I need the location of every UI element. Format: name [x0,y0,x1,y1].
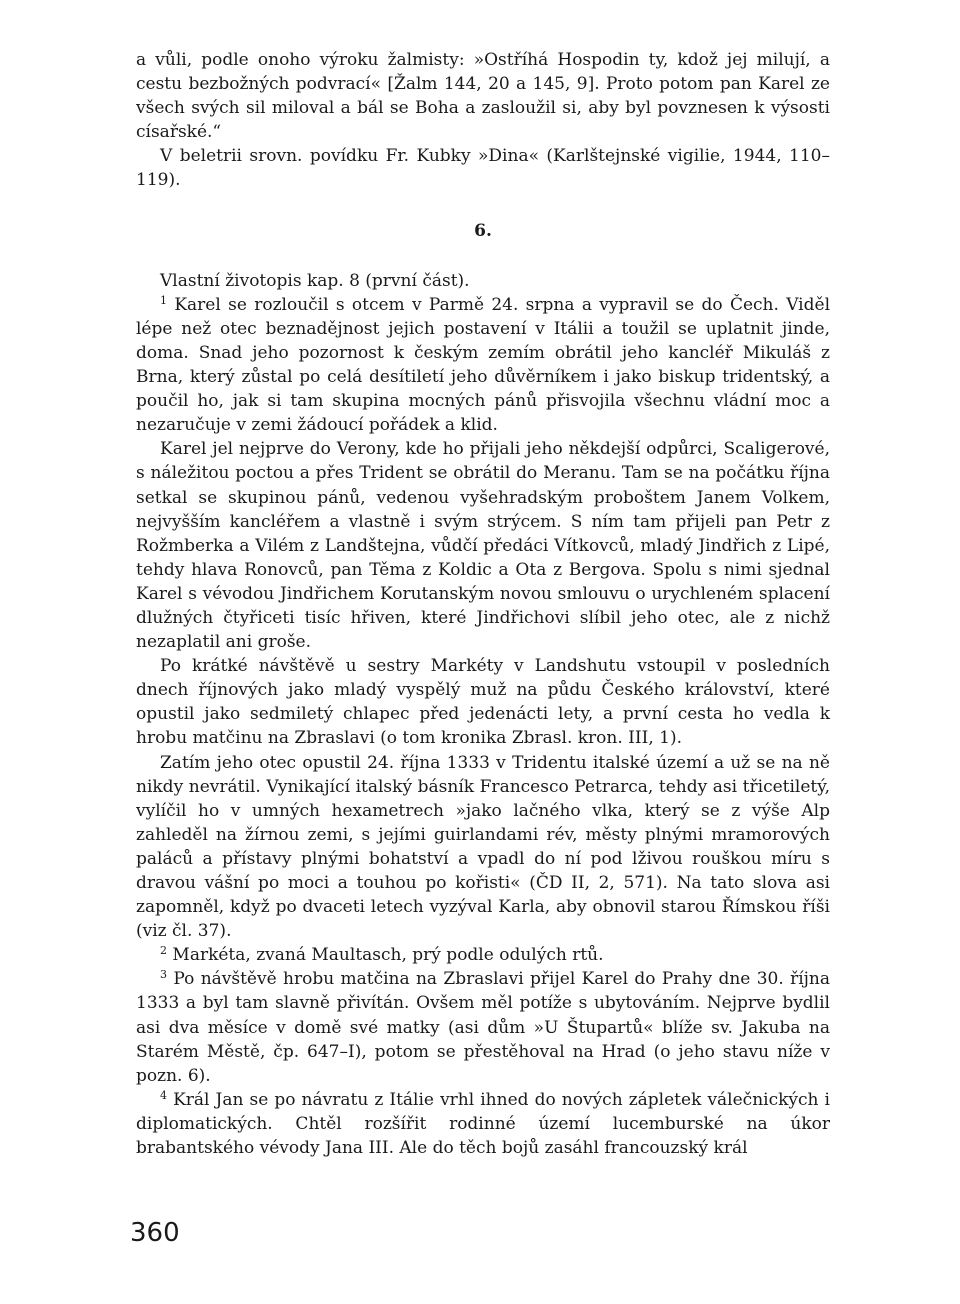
note-1-paragraph-2: Karel jel nejprve do Verony, kde ho přijali jeho někdejší odpůrci, Scaligerové, s náležitou poctou a přes Trident se obrátil do Meranu. Tam se na počátku října setkal se skupinou pánů, vedenou vyšehradským proboštem Janem Volkem, nejvyšším kancléřem a vlastně i svým strýcem. S ním tam přijeli pan Petr z Rožmberka a Vilém z Landštejna, vůdčí předáci Vítkovců, mladý Jindřich z Lipé, tehdy hlava Ronovců, pan Těma z Koldic a Ota z Bergova. Spolu s nimi sjednal Karel s vévodou Jindřichem Korutanským novou smlouvu o urychleném splacení dlužných čtyřiceti tisíc hřiven, které Jindřichovi slíbil jeho otec, ale z nichž nezaplatil ani groše. [136,439,830,653]
note-1-paragraph-4: Zatím jeho otec opustil 24. října 1333 v Tridentu italské území a už se na ně nikdy nevrátil. Vynikající italský básník Francesco Petrarca, tehdy asi třicetiletý, vylíčil ho v umných hexametrech »jako lačného vlka, který se z výše Alp zahleděl na žírnou zemi, s jejími guirlandami rév, městy plnými mramorových paláců a přístavy plnými bohatství a vpadl do ní pod lživou rouškou míru s dravou vášní po moci a touhou po kořisti« (ČD II, 2, 571). Na tato slova asi zapomněl, když po dvaceti letech vyzýval Karla, aby obnovil starou Římskou říši (viz čl. 37). [136,752,830,942]
note-marker: 3 [160,968,167,982]
note-1-paragraph-1 [136,293,830,438]
note-1-paragraph-3: Po krátké návštěvě u sestry Markéty v Landshutu vstoupil v posledních dnech říjnových jako mladý vyspělý muž na půdu Českého království, které opustil jako sedmiletý chlapec před jedenácti lety, a první cesta ho vedla k hrobu matčinu na Zbraslavi (o tom kronika Zbrasl. kron. III, 1). [136,656,830,749]
note-text: Markéta, zvaná Maultasch, prý podle odulých rtů. [172,945,604,966]
intro-paragraph-1: a vůli, podle onoho výroku žalmisty: »Ostříhá Hospodin ty, kdož jej milují, a cestu bezbožných podvrací« [Žalm 144, 20 a 145, 9]. Proto potom pan Karel ze všech svých sil miloval a bál se Boha a zasloužil si, aby byl povznesen k výsosti císařské.“ [136,50,830,143]
note-3-paragraph-1 [136,967,830,1087]
note-marker: 1 [160,293,167,307]
note-marker: 2 [160,944,167,958]
note-marker: 4 [160,1088,167,1102]
note-text: Po návštěvě hrobu matčina na Zbraslavi přijel Karel do Prahy dne 30. října 1333 a byl tam slavně přivítán. Ovšem měl potíže s ubytováním. Nejprve bydlil asi dva měsíce v domě své matky (asi dům »U Štupartů« blíže sv. Jakuba na Starém Městě, čp. 647–I), potom se přestěhoval na Hrad (o jeho stavu níže v pozn. 6). [136,969,831,1086]
intro-paragraph-2: V beletrii srovn. povídku Fr. Kubky »Dina« (Karlštejnské vigilie, 1944, 110–119). [136,146,830,191]
page-number: 360 [130,1218,180,1248]
note-text: Karel se rozloučil s otcem v Parmě 24. srpna a vypravil se do Čech. Viděl lépe než otec beznadějnost jejich postavení v Itálii a toužil se uplatnit jinde, doma. Snad jeho pozornost k českým zemím obrátil jeho kancléř Mikuláš z Brna, který zůstal po celá desítiletí jeho důvěrníkem i jako biskup tridentský, a poučil ho, jak si tam skupina mocných pánů přisvojila všechnu vládní moc a nezaručuje v zemi žádoucí pořádek a klid. [136,294,831,436]
note-2-paragraph-1 [136,943,830,967]
page-body [136,48,830,1160]
note-text: Král Jan se po návratu z Itálie vrhl ihned do nových zápletek válečnických i diplomatických. Chtěl rozšířit rodinné území lucemburské na úkor brabantského vévody Jana III. Ale do těch bojů zasáhl francouzský král [136,1089,830,1159]
section-heading: 6. [474,220,492,241]
note-4-paragraph-1 [136,1088,830,1160]
section-source: Vlastní životopis kap. 8 (první část). [160,270,470,291]
